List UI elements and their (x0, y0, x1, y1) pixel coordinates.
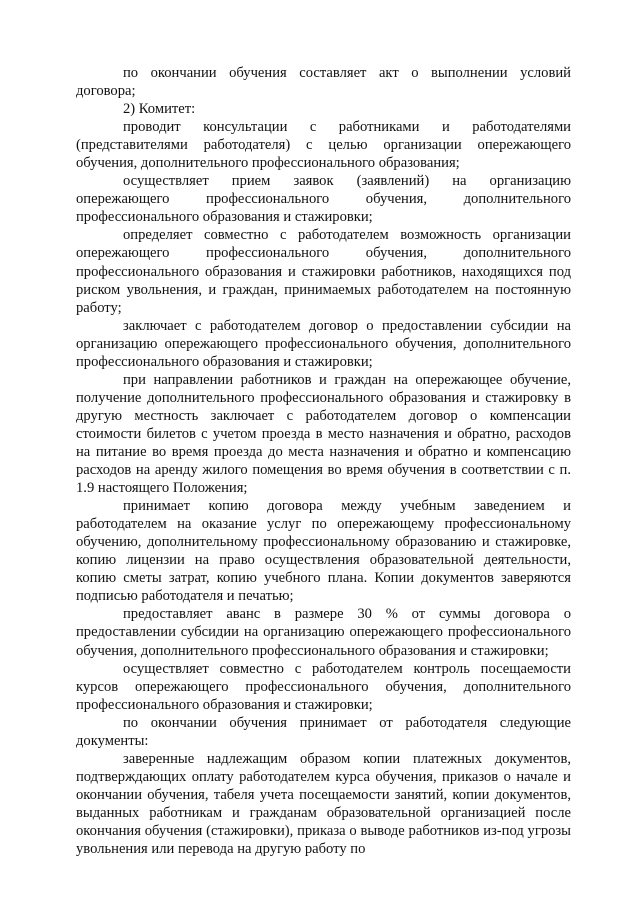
paragraph-consultations: проводит консультации с работниками и работодателями (представителями работодателя) с целью организации опережающего обучения, дополнительного профессионального образования; (76, 119, 571, 172)
paragraph-travel-compensation: при направлении работников и граждан на опережающее обучение, получение дополнительного профессионального образования и стажировку в другую местность заключает с работодателем договор о компенсации стоимости билетов с учетом проезда в место назначения и обратно, расходов на питание во время проезда до места назначения и обратно и компенсацию расходов на аренду жилого помещения во время обучения в соответствии с п. 1.9 настоящего Положения; (76, 371, 571, 497)
paragraph-certified-copies: заверенные надлежащим образом копии платежных документов, подтверждающих оплату работодателем курса обучения, приказов о начале и окончании обучения, табеля учета посещаемости занятий, копии документов, выданных работникам и гражданам образовательной организацией после окончания обучения (стажировки), приказа о выводе работников из-под угрозы увольнения или перевода на другую работу по (76, 750, 571, 858)
paragraph-accepts-contract-copy: принимает копию договора между учебным заведением и работодателем на оказание услуг по опережающему профессиональному обучению, дополнительному профессиональному образованию и стажировке, копию лицензии на право осуществления образовательной деятельности, копию сметы затрат, копию учебного плана. Копии документов заверяются подписью работодателя и печатью; (76, 498, 571, 605)
paragraph-act-completion: по окончании обучения составляет акт о выполнении условий договора; (76, 65, 571, 100)
paragraph-determines-possibility: определяет совместно с работодателем возможность организации опережающего профессионального обучения, дополнительного профессионального образования и стажировки работников, находящихся под риском увольнения, и граждан, принимаемых работодателем на постоянную работу; (76, 227, 571, 316)
paragraph-advance-payment: предоставляет аванс в размере 30 % от суммы договора о предоставлении субсидии на организацию опережающего профессионального обучения, дополнительного профессионального образования и стажировки; (76, 606, 571, 659)
document-body (76, 64, 571, 858)
paragraph-attendance-control: осуществляет совместно с работодателем контроль посещаемости курсов опережающего профессионального обучения, дополнительного профессионального образования и стажировки; (76, 660, 571, 713)
paragraph-subsidy-agreement: заключает с работодателем договор о предоставлении субсидии на организацию опережающего профессионального обучения, дополнительного профессионального образования и стажировки; (76, 317, 571, 370)
paragraph-committee-heading: 2) Комитет: (123, 101, 196, 118)
paragraph-documents-intro: по окончании обучения принимает от работодателя следующие документы: (76, 714, 571, 749)
paragraph-accepts-applications: осуществляет прием заявок (заявлений) на организацию опережающего профессионального обучения, дополнительного профессионального образования и стажировки; (76, 173, 571, 226)
